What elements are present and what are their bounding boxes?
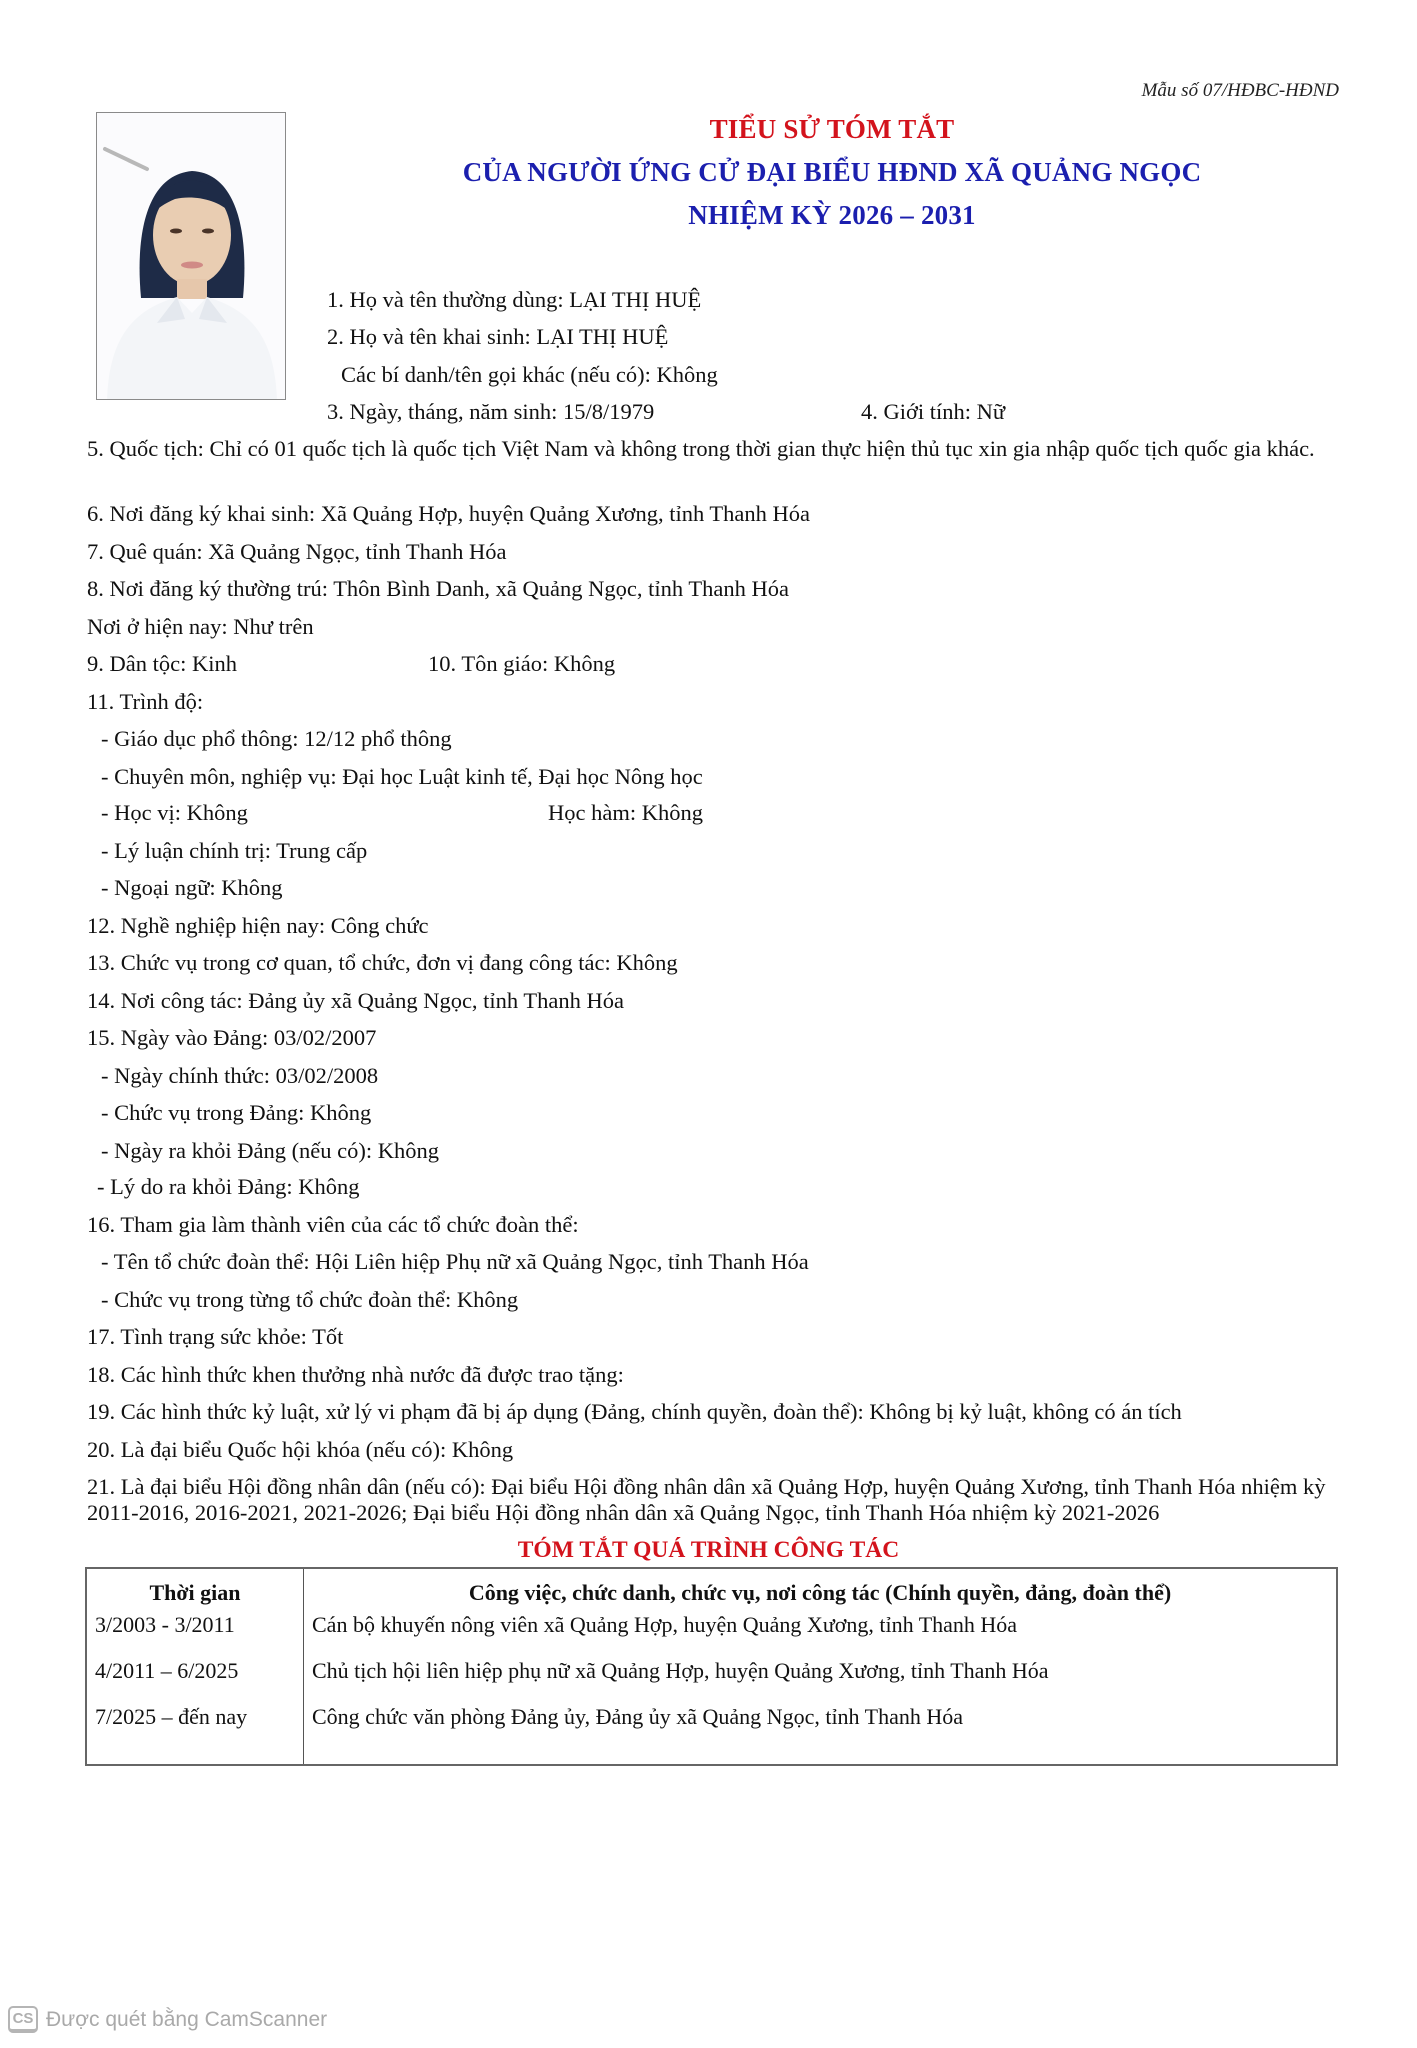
field-current-residence: Nơi ở hiện nay: Như trên <box>87 614 314 639</box>
form-code: Mẫu số 07/HĐBC-HĐND <box>1141 80 1339 101</box>
table-header-row <box>86 1568 1337 1610</box>
field-education-heading: 11. Trình độ: <box>87 689 204 714</box>
field-academic-title: Học hàm: Không <box>548 800 703 825</box>
field-birth-name: 2. Họ và tên khai sinh: LẠI THỊ HUỆ <box>327 324 669 349</box>
field-party-leave-reason: - Lý do ra khỏi Đảng: Không <box>97 1174 360 1199</box>
field-discipline: 19. Các hình thức kỷ luật, xử lý vi phạm đã bị áp dụng (Đảng, chính quyền, đoàn thể): Không bị kỷ luật, không có án tích <box>87 1399 1182 1424</box>
field-political-theory: - Lý luận chính trị: Trung cấp <box>101 838 368 863</box>
field-health: 17. Tình trạng sức khỏe: Tốt <box>87 1324 344 1349</box>
work-history-title: TÓM TẮT QUÁ TRÌNH CÔNG TÁC <box>517 1537 900 1563</box>
field-party-join-date: 15. Ngày vào Đảng: 03/02/2007 <box>87 1025 377 1050</box>
field-permanent-residence: 8. Nơi đăng ký thường trú: Thôn Bình Danh, xã Quảng Ngọc, tỉnh Thanh Hóa <box>87 576 789 601</box>
row-description: Chủ tịch hội liên hiệp phụ nữ xã Quảng Hợp, huyện Quảng Xương, tỉnh Thanh Hóa <box>312 1658 1049 1683</box>
field-ethnicity: 9. Dân tộc: Kinh <box>87 651 237 676</box>
doc-term: NHIỆM KỲ 2026 – 2031 <box>688 200 976 230</box>
work-history-table <box>85 1567 1338 1766</box>
row-description: Cán bộ khuyến nông viên xã Quảng Hợp, huyện Quảng Xương, tỉnh Thanh Hóa <box>312 1612 1018 1637</box>
field-hometown: 7. Quê quán: Xã Quảng Ngọc, tỉnh Thanh Hóa <box>87 539 507 564</box>
field-workplace: 14. Nơi công tác: Đảng ủy xã Quảng Ngọc, tỉnh Thanh Hóa <box>87 988 624 1013</box>
field-position: 13. Chức vụ trong cơ quan, tổ chức, đơn vị đang công tác: Không <box>87 950 678 975</box>
field-general-education: - Giáo dục phổ thông: 12/12 phổ thông <box>101 726 452 751</box>
field-party-leave-date: - Ngày ra khỏi Đảng (nếu có): Không <box>101 1138 440 1163</box>
field-peoples-council: 21. Là đại biểu Hội đồng nhân dân (nếu có): Đại biểu Hội đồng nhân dân xã Quảng Hợp, huyện Quảng Xương, tỉnh Thanh Hóa nhiệm kỳ 2011-2016, 2016-2021, 2021-2026; Đại biểu Hội đồng nhân dân xã Quảng Ngọc, tỉnh Thanh Hóa nhiệm kỳ 2021-2026 <box>87 1474 1326 1525</box>
table-row <box>86 1610 1337 1656</box>
table-row <box>86 1702 1337 1765</box>
field-awards: 18. Các hình thức khen thưởng nhà nước đã được trao tặng: <box>87 1362 624 1387</box>
field-common-name: 1. Họ và tên thường dùng: LẠI THỊ HUỆ <box>327 287 702 312</box>
row-description: Công chức văn phòng Đảng ủy, Đảng ủy xã Quảng Ngọc, tỉnh Thanh Hóa <box>312 1704 964 1729</box>
field-occupation: 12. Nghề nghiệp hiện nay: Công chức <box>87 913 429 938</box>
field-national-assembly: 20. Là đại biểu Quốc hội khóa (nếu có): Không <box>87 1437 514 1462</box>
field-nationality: 5. Quốc tịch: Chỉ có 01 quốc tịch là quốc tịch Việt Nam và không trong thời gian thực hiện thủ tục xin gia nhập quốc tịch quốc gia khác. <box>87 436 1315 461</box>
field-organizations: 16. Tham gia làm thành viên của các tổ chức đoàn thể: <box>87 1212 579 1237</box>
row-period: 4/2011 – 6/2025 <box>86 1656 304 1702</box>
field-gender: 4. Giới tính: Nữ <box>861 399 1006 424</box>
camscanner-watermark <box>8 2006 327 2033</box>
doc-title: TIỂU SỬ TÓM TẮT <box>709 114 955 144</box>
row-period: 3/2003 - 3/2011 <box>86 1610 304 1656</box>
field-aliases: Các bí danh/tên gọi khác (nếu có): Không <box>341 362 718 387</box>
field-religion: 10. Tôn giáo: Không <box>428 651 616 676</box>
field-organization-position: - Chức vụ trong từng tổ chức đoàn thể: Không <box>101 1287 519 1312</box>
field-organization-name: - Tên tổ chức đoàn thể: Hội Liên hiệp Phụ nữ xã Quảng Ngọc, tỉnh Thanh Hóa <box>101 1249 809 1274</box>
portrait-photo <box>96 112 286 400</box>
column-header-description: Công việc, chức danh, chức vụ, nơi công tác (Chính quyền, đảng, đoàn thể) <box>468 1580 1172 1605</box>
column-header-period: Thời gian <box>86 1568 304 1610</box>
field-party-position: - Chức vụ trong Đảng: Không <box>101 1100 372 1125</box>
table-row <box>86 1656 1337 1702</box>
field-birth-registration: 6. Nơi đăng ký khai sinh: Xã Quảng Hợp, huyện Quảng Xương, tỉnh Thanh Hóa <box>87 501 810 526</box>
watermark-text: Được quét bằng CamScanner <box>46 2007 328 2031</box>
camscanner-logo-icon: CS <box>8 2006 38 2033</box>
row-period: 7/2025 – đến nay <box>86 1702 304 1765</box>
field-foreign-language: - Ngoại ngữ: Không <box>101 875 283 900</box>
field-specialty: - Chuyên môn, nghiệp vụ: Đại học Luật kinh tế, Đại học Nông học <box>101 764 703 789</box>
field-party-official-date: - Ngày chính thức: 03/02/2008 <box>101 1063 379 1088</box>
doc-subtitle: CỦA NGƯỜI ỨNG CỬ ĐẠI BIỂU HĐND XÃ QUẢNG NGỌC <box>462 157 1202 187</box>
field-academic-degree: - Học vị: Không <box>101 800 248 825</box>
field-birth-date: 3. Ngày, tháng, năm sinh: 15/8/1979 <box>327 399 655 424</box>
